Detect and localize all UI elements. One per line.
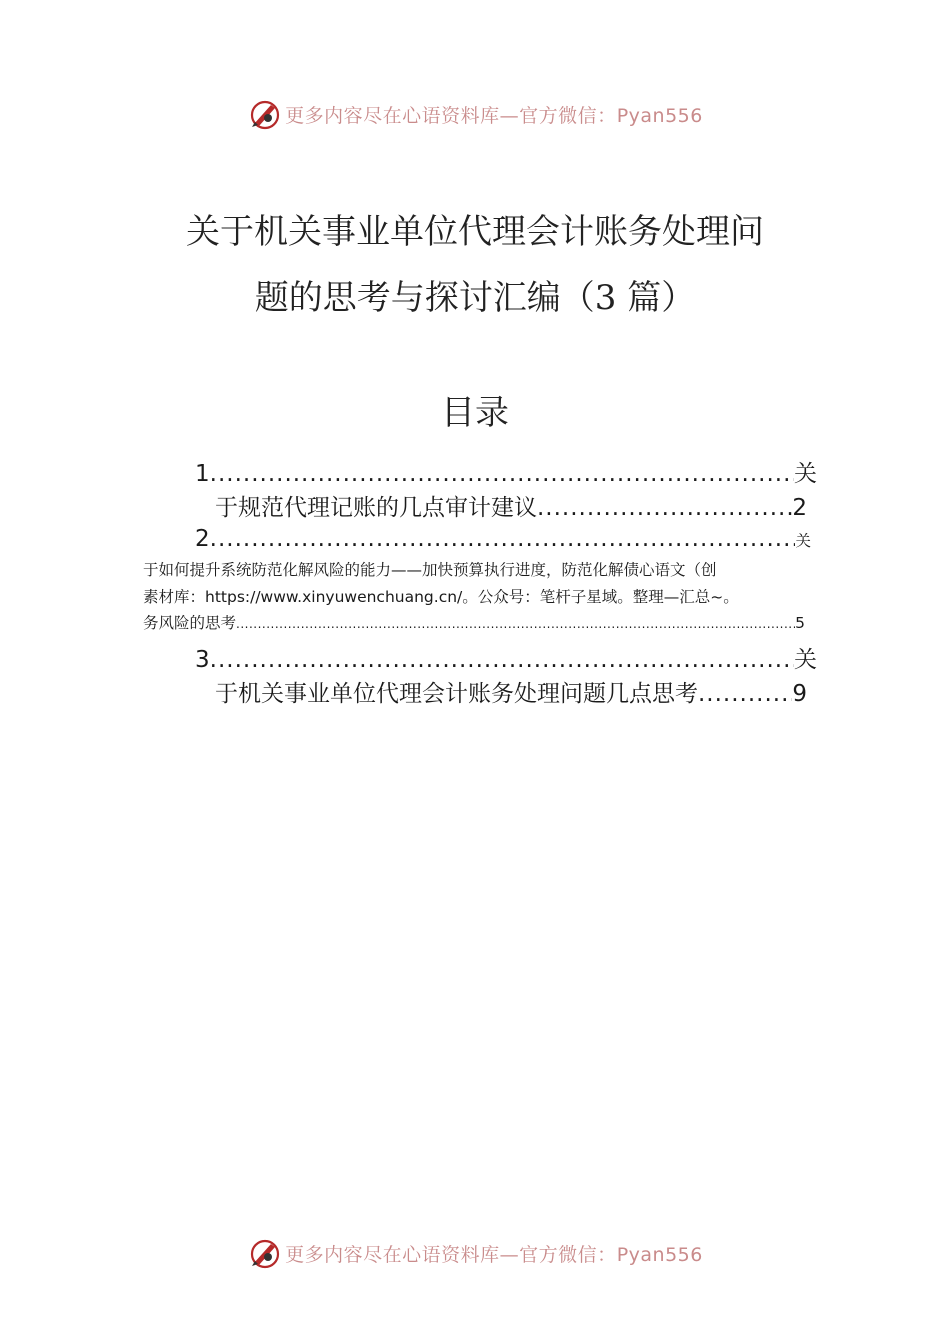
- header-watermark: [0, 94, 950, 134]
- toc-entry-1-number: 1: [195, 461, 210, 487]
- toc-entry-3-page: 9: [792, 681, 807, 707]
- watermark-site: 更多内容尽在心语资料库: [285, 104, 500, 127]
- document-title-line-2: 题的思考与探讨汇编（3 篇）: [254, 278, 696, 318]
- watermark-dash: —: [499, 104, 520, 127]
- toc-entry-2-page: 5: [795, 614, 805, 632]
- watermark-wechat-label: 官方微信：: [519, 104, 617, 127]
- toc-entry-2-body[interactable]: [143, 557, 811, 611]
- document-title-line-1: 关于机关事业单位代理会计账务处理问: [186, 212, 764, 252]
- toc-entry-2-title-line: 于如何提升系统防范化解风险的能力——加快预算执行进度，防范化解债心语文（创: [143, 561, 717, 579]
- toc-entry-3-line-2[interactable]: [215, 675, 807, 708]
- toc-entry-2-title-line: 素材库：https://www.xinyuwenchuang.cn/。公众号：笔杆子星域。整理—汇总~。: [143, 588, 739, 606]
- watermark-wechat-id: Pyan556: [616, 104, 703, 127]
- toc-leader-dots: [210, 461, 794, 487]
- watermark-dash: —: [499, 1243, 520, 1266]
- toc-entry-3-lead-char: 关: [794, 647, 817, 673]
- watermark-wechat-id: Pyan556: [616, 1243, 703, 1266]
- toc-entry-3-line-1[interactable]: [195, 641, 817, 674]
- toc-entry-1-title: 于规范代理记账的几点审计建议: [215, 495, 537, 521]
- toc-entry-1-line-1[interactable]: [195, 455, 817, 488]
- footer-watermark: [0, 1233, 950, 1273]
- toc-heading: 目录: [441, 393, 509, 433]
- toc-entry-1-lead-char: 关: [794, 461, 817, 487]
- pen-logo-icon: [247, 97, 281, 131]
- toc-leader-dots: [698, 681, 792, 707]
- toc-entry-3-title: 于机关事业单位代理会计账务处理问题几点思考: [215, 681, 698, 707]
- toc-leader-dots: [210, 526, 796, 552]
- watermark-wechat-label: 官方微信：: [519, 1243, 617, 1266]
- toc-leader-dots: [210, 647, 794, 673]
- toc-entry-1-page: 2: [792, 495, 807, 521]
- toc-entry-2-line-last[interactable]: [143, 611, 805, 633]
- toc-leader-dots: [537, 495, 792, 521]
- toc-entry-2-title-last: 务风险的思考: [143, 614, 237, 632]
- toc-entry-2-number: 2: [195, 526, 210, 552]
- toc-entry-2-lead-char: 关: [795, 532, 811, 550]
- toc-leader-dots: [236, 617, 795, 631]
- watermark-site: 更多内容尽在心语资料库: [285, 1243, 500, 1266]
- toc-entry-2-line-1[interactable]: [195, 526, 811, 552]
- toc-entry-1-line-2[interactable]: [215, 489, 807, 522]
- toc-entry-3-number: 3: [195, 647, 210, 673]
- pen-logo-icon: [247, 1236, 281, 1270]
